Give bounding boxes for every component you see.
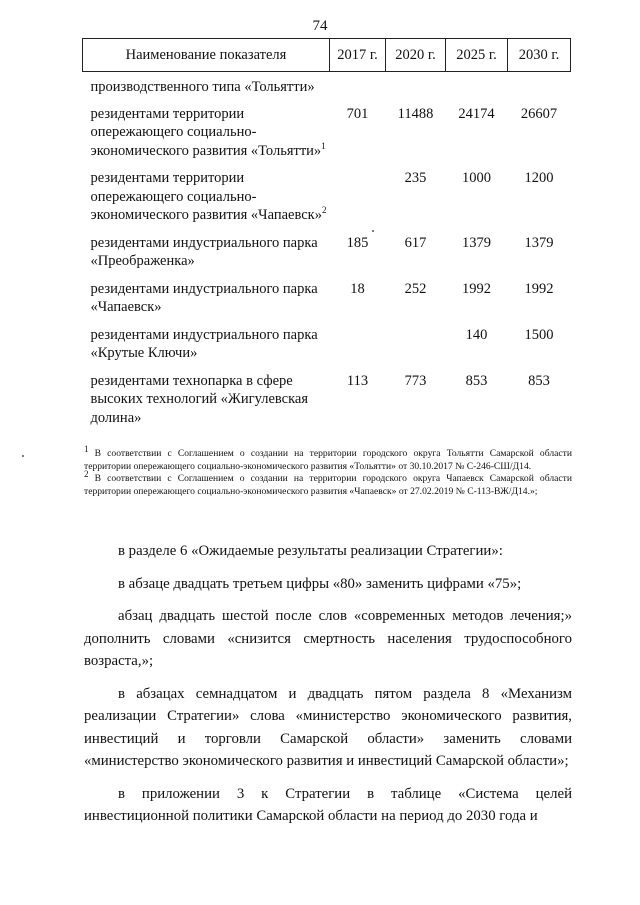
header-2020: 2020 г. xyxy=(386,39,446,72)
footnotes xyxy=(84,443,572,498)
header-2030: 2030 г. xyxy=(508,39,571,72)
cell-2030: 1379 xyxy=(524,234,554,251)
cell-2025: 1992 xyxy=(462,280,491,297)
cell-2020: 235 xyxy=(404,170,427,186)
table-row xyxy=(83,280,571,326)
footnote-mark: 2 xyxy=(84,468,89,479)
paragraph: в приложении 3 к Стратегии в таблице «Система целей инвестиционной политики Самарской области на период до 2030 года и xyxy=(84,785,572,824)
footnote-ref: 2 xyxy=(321,205,327,216)
cell-2017: 701 xyxy=(346,105,369,122)
cell-2017: 113 xyxy=(346,372,369,389)
row-name: резидентами территории опережающего социально-экономического развития «Тольятти»$^1$ xyxy=(90,105,326,159)
paragraph: абзац двадцать шестой после слов «современных методов лечения;» дополнить словами «снизится смертность населения трудоспособного возраста,»; xyxy=(84,608,572,669)
scan-speck xyxy=(372,230,374,232)
footnote-2: $^2$ В соответствии с Соглашением о создании на территории городского округа Чапаевск Самарской области территории опережающего социально-экономического развития «Чапаевск» от 27.02.2019 № С-113-ВЖ/Д14.»; xyxy=(84,468,572,497)
cell-2020: 773 xyxy=(404,372,427,389)
header-indicator-name: Наименование показателя xyxy=(83,39,330,72)
table-row xyxy=(83,105,571,170)
paragraph: в абзацах семнадцатом и двадцать пятом раздела 8 «Механизм реализации Стратегии» слова «министерство экономического развития, инвестиций и торговли Самарской области» заменить словами «министерство экономического развития и инвестиций Самарской области»; xyxy=(84,685,572,769)
cell-2025: 1379 xyxy=(462,234,491,251)
row-name: резидентами индустриального парка «Чапаевск» xyxy=(90,280,318,315)
paragraph: в разделе 6 «Ожидаемые результаты реализации Стратегии»: xyxy=(118,543,503,559)
cell-2017 xyxy=(330,326,386,372)
table-row xyxy=(83,372,571,437)
cell-2025 xyxy=(446,72,508,105)
row-name: резидентами индустриального парка «Преображенка» xyxy=(90,234,318,269)
cell-2030: 1200 xyxy=(524,170,554,186)
cell-2017 xyxy=(330,72,386,105)
header-2025: 2025 г. xyxy=(446,39,508,72)
cell-2030: 1500 xyxy=(524,326,554,343)
cell-2020 xyxy=(386,72,446,105)
cell-2025: 853 xyxy=(465,372,488,389)
table-row xyxy=(83,234,571,280)
row-name: резидентами территории опережающего социально-экономического развития «Чапаевск»$^2$ xyxy=(90,170,327,223)
row-name: резидентами индустриального парка «Крутые Ключи» xyxy=(90,326,318,361)
table-header-row xyxy=(83,39,571,72)
cell-2017: 18 xyxy=(350,280,365,297)
cell-2017 xyxy=(330,169,386,234)
cell-2020 xyxy=(386,326,446,372)
amendment-text xyxy=(84,540,572,828)
header-2017: 2017 г. xyxy=(330,39,386,72)
cell-2025: 140 xyxy=(465,326,488,343)
indicator-table xyxy=(82,38,570,436)
row-name: резидентами технопарка в сфере высоких технологий «Жигулевская долина» xyxy=(90,372,309,426)
footnote-1: $^1$ В соответствии с Соглашением о создании на территории городского округа Тольятти Самарской области территории опережающего социально-экономического развития «Тольятти» от 30.10.2017 № С-246-СШ/Д14. xyxy=(84,443,572,472)
table-row xyxy=(83,72,571,105)
cell-2020: 11488 xyxy=(397,105,434,122)
row-name: производственного типа «Тольятти» xyxy=(90,79,315,95)
cell-2020: 617 xyxy=(404,234,427,251)
table-row xyxy=(83,169,571,234)
cell-2025: 24174 xyxy=(458,105,495,122)
scan-speck xyxy=(22,455,24,457)
cell-2017: 185 xyxy=(346,234,369,251)
page-number: 74 xyxy=(312,18,328,34)
cell-2030: 853 xyxy=(528,372,550,389)
cell-2030 xyxy=(508,72,571,105)
footnote-mark: 1 xyxy=(84,443,89,454)
cell-2030: 26607 xyxy=(520,105,558,122)
paragraph: в абзаце двадцать третьем цифры «80» заменить цифрами «75»; xyxy=(118,575,522,592)
footnote-ref: 1 xyxy=(321,140,326,151)
cell-2025: 1000 xyxy=(462,170,491,186)
cell-2030: 1992 xyxy=(524,280,554,297)
table-row xyxy=(83,326,571,372)
cell-2020: 252 xyxy=(404,280,427,297)
